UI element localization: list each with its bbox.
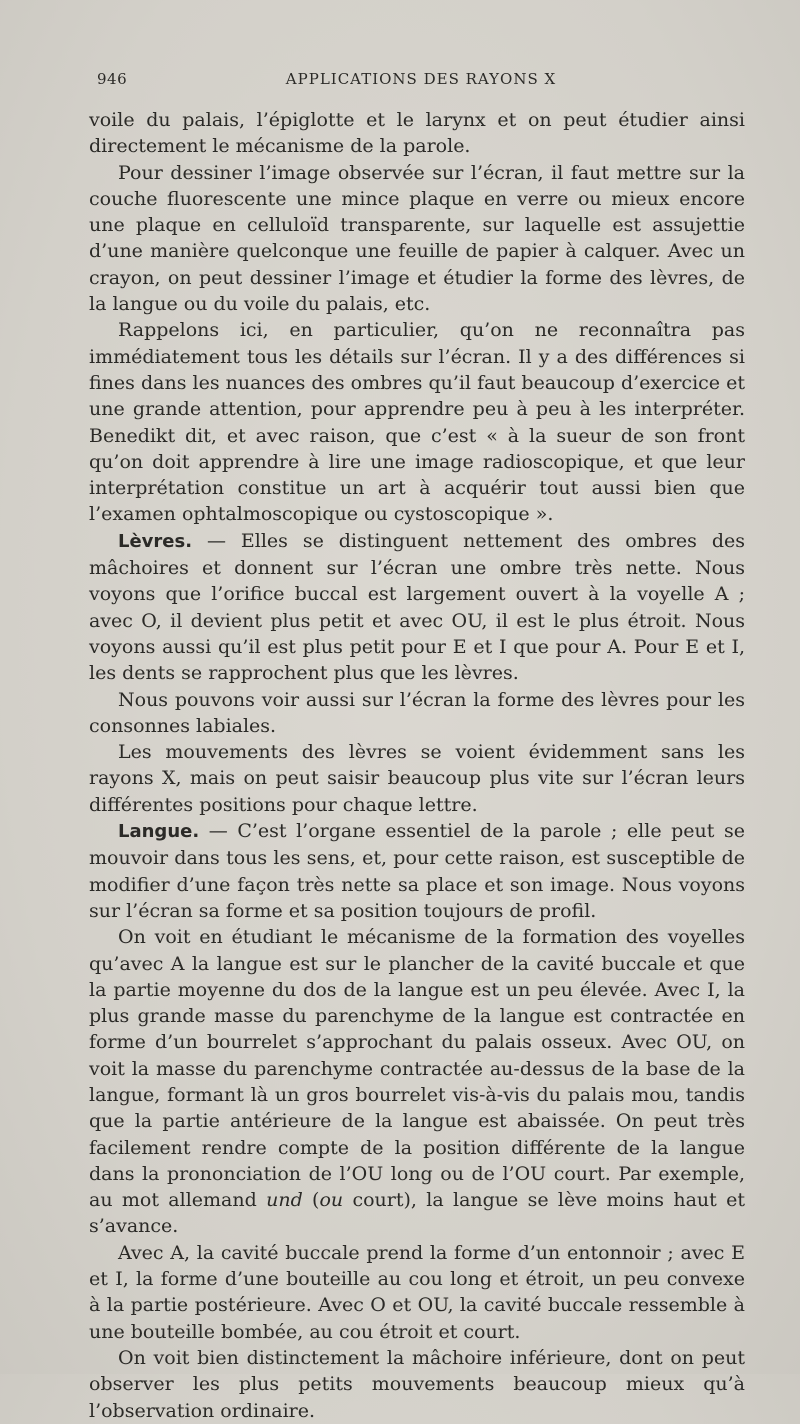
vowels-text-b: ( [302,1189,320,1212]
paragraph-continuation: voile du palais, l’épiglotte et le larynx et on peut étudier ainsi directement le mécanisme de la parole. [89,109,745,158]
paragraph-langue [89,818,745,924]
paragraph-buccal-cavity: Avec A, la cavité buccale prend la forme d’un entonnoir ; avec E et I, la forme d’une bouteille au cou long et étroit, un peu convexe à la partie postérieure. Avec O et OU, la cavité buccale ressemble à une bouteille bombée, au cou étroit et court. [89,1241,745,1343]
paragraph-levres [89,528,745,687]
word-und: und [266,1189,303,1212]
paragraph-labial-consonants: Nous pouvons voir aussi sur l’écran la forme des lèvres pour les consonnes labiales. [89,688,745,737]
paragraph-interpretation: Rappelons ici, en particulier, qu’on ne reconnaîtra pas immédiatement tous les détails sur l’écran. Il y a des différences si fines dans les nuances des ombres qu’il faut beaucoup d’exercice et une grande attention, pour apprendre peu à peu à les interpréter. Benedikt dit, et avec raison, que c’est « à la sueur de son front qu’on doit apprendre à lire une image radioscopique, et que leur interprétation constitue un art à acquérir tout aussi bien que l’examen ophtalmoscopique ou cystoscopique ». [89,319,745,526]
paragraph-jaw: On voit bien distinctement la mâchoire inférieure, dont on peut observer les plus petits mouvements beaucoup mieux qu’à l’observation ordinaire. [89,1346,745,1422]
paragraph-levres-text: — Elles se distinguent nettement des ombres des mâchoires et donnent sur l’écran une ombre très nette. Nous voyons que l’orifice buccal est largement ouvert à la voyelle A ; avec O, il devient plus petit et avec OU, il est le plus étroit. Nous voyons aussi qu’il est plus petit pour E et I que pour A. Pour E et I, les dents se rapprochent plus que les lèvres. [89,529,745,685]
word-ou: ou [319,1189,344,1212]
section-heading-langue: Langue. [118,821,200,843]
running-title: APPLICATIONS DES RAYONS X [285,70,557,88]
paragraph-drawing-method: Pour dessiner l’image observée sur l’écran, il faut mettre sur la couche fluorescente une mince plaque en verre ou mieux encore une plaque en celluloïd transparente, sur laquelle est assujettie d’une manière quelconque une feuille de papier à calquer. Avec un crayon, on peut dessiner l’image et étudier la forme des lèvres, de la langue ou du voile du palais, etc. [89,161,745,316]
page-number: 946 [97,70,128,88]
text-body [89,107,745,1424]
paragraph-vowels-tongue [89,924,745,1240]
paragraph-lip-movements: Les mouvements des lèvres se voient évidemment sans les rayons X, mais on peut saisir beaucoup plus vite sur l’écran leurs différentes positions pour chaque lettre. [89,741,745,816]
vowels-text-c: court), la langue se lève moins haut et s’avance. [89,1189,746,1238]
vowels-text-a: On voit en étudiant le mécanisme de la formation des voyelles qu’avec A la langue est sur le plancher de la cavité buccale et que la partie moyenne du dos de la langue est un peu élevée. Avec I, la plus grande masse du parenchyme de la langue est contractée en forme d’un bourrelet s’approchant du palais osseux. Avec OU, on voit la masse du parenchyme contractée au-dessus de la base de la langue, formant là un gros bourrelet vis-à-vis du palais mou, tandis que la partie antérieure de la langue est abaissée. On peut très facilement rendre compte de la position différente de la langue dans la prononciation de l’OU long ou de l’OU court. Par exemple, au mot allemand [89,926,745,1212]
paragraph-langue-text: — C’est l’organe essentiel de la parole ; elle peut se mouvoir dans tous les sens, et, pour cette raison, est susceptible de modifier d’une façon très nette sa place et son image. Nous voyons sur l’écran sa forme et sa position toujours de profil. [89,820,745,922]
section-heading-levres: Lèvres. [118,530,193,552]
page-header [97,70,745,94]
